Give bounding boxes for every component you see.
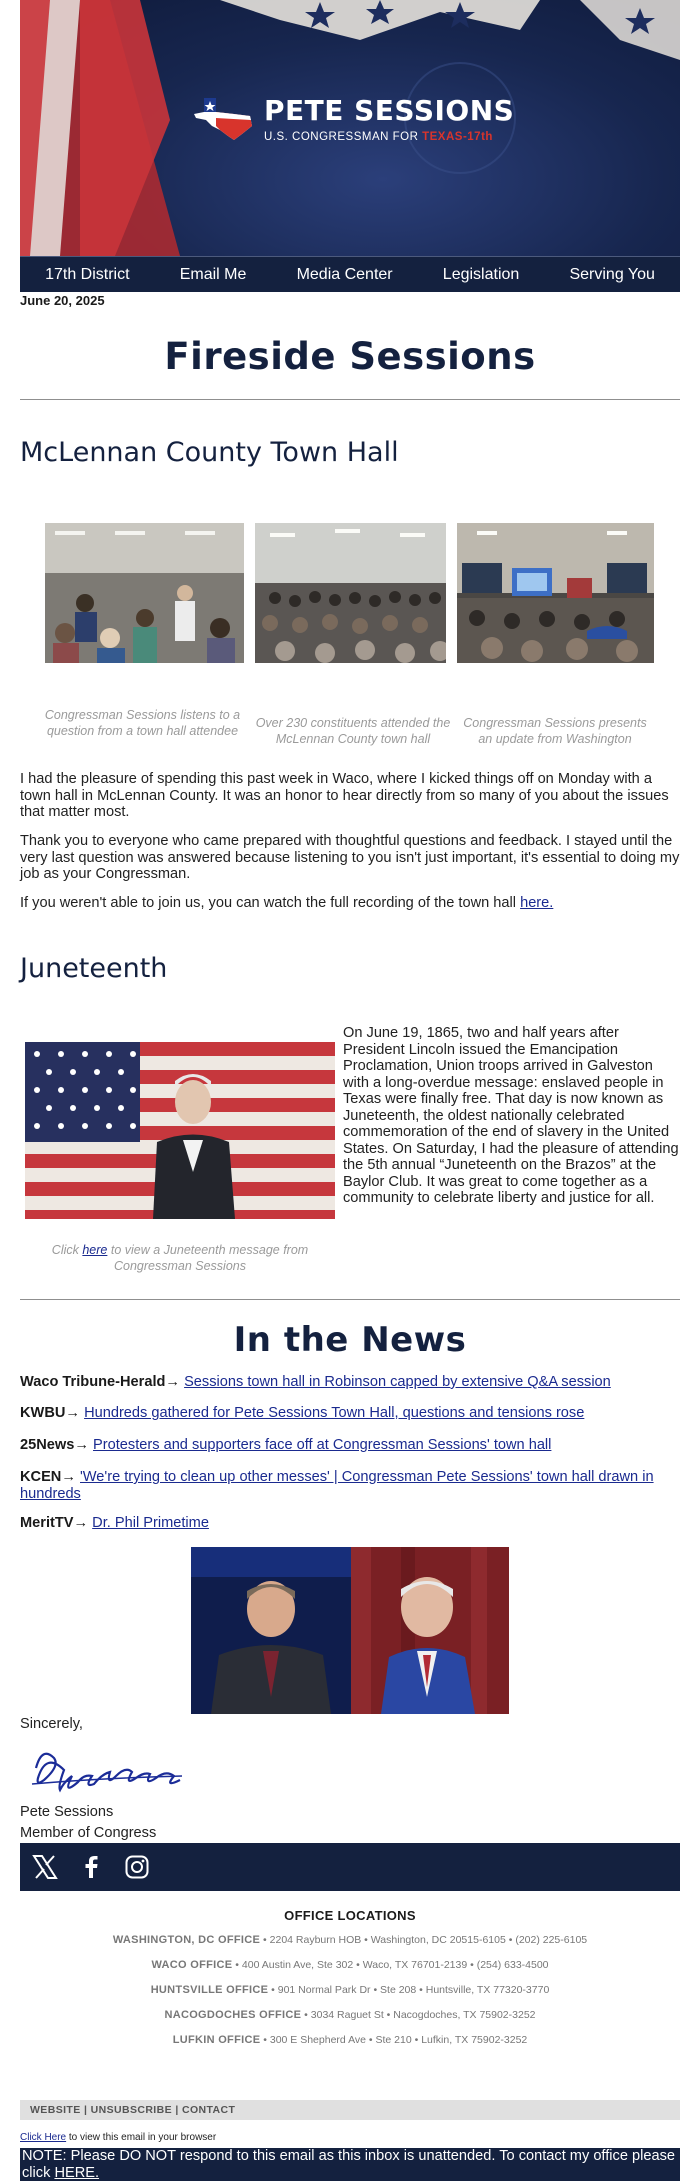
juneteenth-video-link[interactable]: here — [82, 1243, 108, 1257]
news-link-25news[interactable]: Protesters and supporters face off at Congressman Sessions' town hall — [93, 1437, 552, 1453]
photo-caption-3: Congressman Sessions presents an update from Washington — [463, 716, 647, 746]
town-hall-photo-2[interactable] — [255, 523, 446, 663]
texas-icon — [190, 96, 256, 142]
header-banner — [20, 0, 680, 256]
news-item: MeritTV→ Dr. Phil Primetime — [20, 1515, 209, 1531]
nav-email-me[interactable]: Email Me — [179, 265, 247, 283]
unattended-inbox-notice: NOTE: Please DO NOT respond to this email as this inbox is unattended. To contact my office please click HERE. — [20, 2148, 680, 2181]
juneteenth-body: On June 19, 1865, two and half years after President Lincoln issued the Emancipation Proclamation, Union troops arrived in Galveston with a long-overdue message: enslaved people in Texas were finally free. That day is now known as Juneteenth, the oldest nationally celebrated commemoration of the end of slavery in the United States. On Saturday, I had the pleasure of attending the 5th annual “Juneteenth on the Brazos” at the Baylor Club. It was great to come together as a community to celebrate liberty and justice for all. — [343, 1025, 679, 1206]
x-twitter-icon[interactable] — [32, 1854, 58, 1880]
news-item: KWBU→ Hundreds gathered for Pete Sessions Town Hall, questions and tensions rose — [20, 1405, 585, 1421]
top-nav — [20, 256, 680, 292]
town-hall-paragraph-2: Thank you to everyone who came prepared with thoughtful questions and feedback. I stayed until the very last question was answered because listening to you isn't just important, it's essential to doing my job as your Congressman. — [20, 833, 680, 882]
town-hall-paragraph-1: I had the pleasure of spending this past week in Waco, where I kicked things off on Monday with a town hall in McLennan County. It was an honor to hear directly from so many of you about the issues that matter most. — [20, 771, 669, 820]
office-nacogdoches: NACOGDOCHES OFFICE • 3034 Raguet St • Nacogdoches, TX 75902-3252 — [164, 2009, 536, 2021]
divider — [20, 1299, 680, 1300]
town-hall-photo-1[interactable] — [45, 523, 244, 663]
news-link-merittv[interactable]: Dr. Phil Primetime — [92, 1515, 209, 1531]
town-hall-heading: McLennan County Town Hall — [20, 437, 399, 468]
news-heading: In the News — [233, 1320, 467, 1360]
newsletter-date: June 20, 2025 — [20, 293, 105, 308]
facebook-icon[interactable] — [78, 1854, 104, 1880]
office-locations-title: OFFICE LOCATIONS — [284, 1908, 416, 1923]
news-item: KCEN→ 'We're trying to clean up other messes' | Congressman Pete Sessions' town hall drawn in hundreds — [20, 1469, 654, 1502]
nav-serving-you[interactable]: Serving You — [569, 265, 655, 283]
nav-17th-district[interactable]: 17th District — [45, 265, 130, 283]
nav-legislation[interactable]: Legislation — [442, 265, 520, 283]
news-link-kcen[interactable]: 'We're trying to clean up other messes' | Congressman Pete Sessions' town hall drawn in hundreds — [20, 1469, 654, 1502]
nav-media-center[interactable]: Media Center — [296, 265, 393, 283]
logo-name: PETE SESSIONS — [264, 94, 515, 127]
office-waco: WACO OFFICE • 400 Austin Ave, Ste 302 • Waco, TX 76701-2139 • (254) 633-4500 — [151, 1959, 549, 1971]
signer-name: Pete Sessions — [20, 1804, 114, 1820]
view-in-browser-link[interactable]: Click Here — [20, 2132, 67, 2143]
news-link-kwbu[interactable]: Hundreds gathered for Pete Sessions Town Hall, questions and tensions rose — [84, 1405, 585, 1421]
office-lufkin: LUFKIN OFFICE • 300 E Shepherd Ave • Ste 210 • Lufkin, TX 75902-3252 — [172, 2034, 528, 2046]
news-item: 25News→ Protesters and supporters face off at Congressman Sessions' town hall — [20, 1437, 552, 1453]
news-item: Waco Tribune-Herald→ Sessions town hall in Robinson capped by extensive Q&A session — [20, 1374, 611, 1390]
instagram-icon[interactable] — [124, 1854, 150, 1880]
office-washington: WASHINGTON, DC OFFICE • 2204 Rayburn HOB • Washington, DC 20515-6105 • (202) 225-6105 — [112, 1934, 588, 1946]
newsletter-title: Fireside Sessions — [164, 335, 536, 378]
contact-office-link[interactable]: HERE. — [54, 2164, 100, 2181]
office-huntsville: HUNTSVILLE OFFICE • 901 Normal Park Dr • Ste 208 • Huntsville, TX 77320-3770 — [150, 1984, 550, 1996]
signature — [26, 1738, 196, 1796]
social-bar — [20, 1843, 680, 1891]
signer-role: Member of Congress — [20, 1825, 157, 1841]
view-in-browser: Click Here to view this email in your browser — [20, 2132, 217, 2143]
logo-subtitle: U.S. CONGRESSMAN FOR TEXAS-17th — [264, 131, 493, 143]
juneteenth-heading: Juneteenth — [20, 953, 168, 984]
town-hall-photo-3[interactable] — [457, 523, 654, 663]
divider — [20, 399, 680, 400]
town-hall-recording-link[interactable]: here. — [520, 895, 554, 911]
logo — [190, 95, 514, 143]
sincerely: Sincerely, — [20, 1716, 83, 1732]
dr-phil-interview-image[interactable] — [191, 1547, 509, 1714]
footer-links[interactable]: WEBSITE | UNSUBSCRIBE | CONTACT — [20, 2100, 680, 2120]
juneteenth-caption: Click here to view a Juneteenth message from Congressman Sessions — [51, 1243, 309, 1273]
photo-caption-2: Over 230 constituents attended the McLennan County town hall — [255, 716, 451, 746]
photo-caption-1: Congressman Sessions listens to a question from a town hall attendee — [44, 708, 241, 738]
news-link-waco-tribune[interactable]: Sessions town hall in Robinson capped by extensive Q&A session — [184, 1374, 611, 1390]
town-hall-paragraph-3: If you weren't able to join us, you can watch the full recording of the town hall here. — [20, 895, 554, 911]
juneteenth-video-thumbnail[interactable] — [25, 1042, 335, 1219]
